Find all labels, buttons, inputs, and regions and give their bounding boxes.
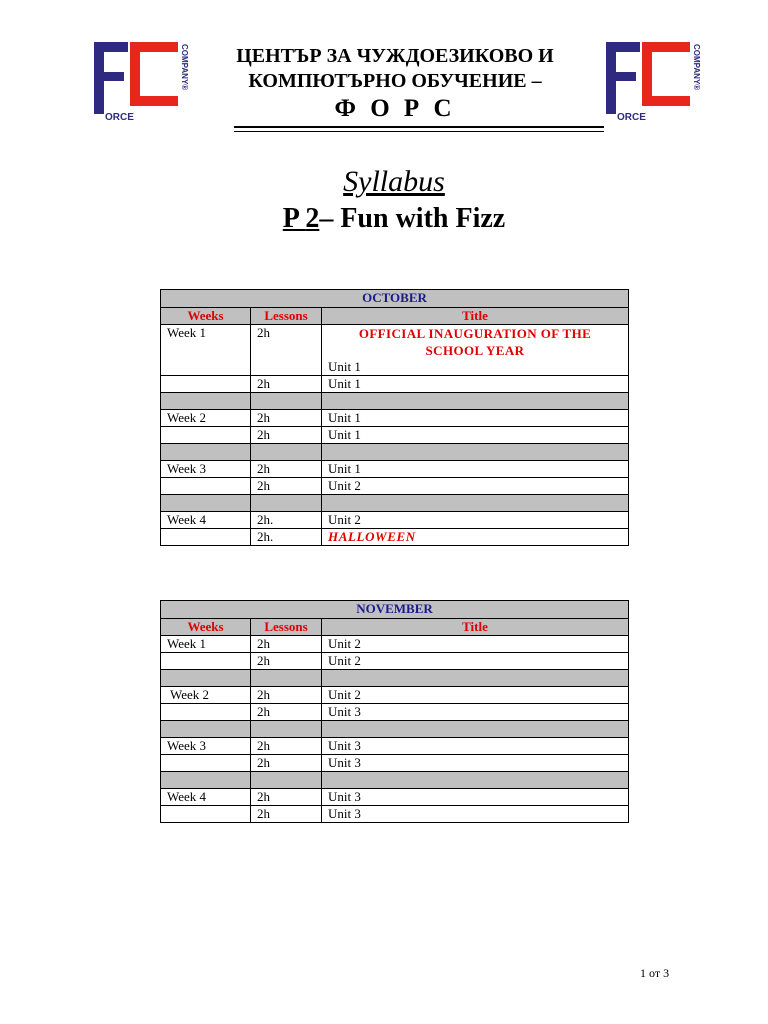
week-cell: Week 4 [161, 789, 251, 806]
week-cell: Week 4 [161, 512, 251, 529]
lessons-cell: 2h [251, 376, 322, 393]
lessons-cell: 2h. [251, 512, 322, 529]
title-block [0, 164, 768, 238]
table-row [161, 738, 629, 755]
syllabus-title: Syllabus [343, 165, 445, 198]
table-row [161, 376, 629, 393]
title-cell: Unit 1 [322, 410, 629, 427]
lessons-cell: 2h [251, 461, 322, 478]
title-cell: Unit 3 [322, 704, 629, 721]
week-cell: Week 3 [161, 738, 251, 755]
lessons-cell: 2h [251, 789, 322, 806]
title-cell: Unit 2 [322, 478, 629, 495]
title-cell: Unit 1 [322, 376, 629, 393]
center-name [190, 44, 600, 124]
lessons-cell: 2h [251, 410, 322, 427]
week-cell [161, 376, 251, 393]
week-cell [161, 704, 251, 721]
table-row [161, 325, 629, 376]
lessons-cell: 2h [251, 755, 322, 772]
week-cell: Week 1 [161, 325, 251, 376]
table-row [161, 806, 629, 823]
lessons-cell: 2h [251, 738, 322, 755]
title-cell [322, 529, 629, 546]
lessons-cell: 2h [251, 636, 322, 653]
separator-row [161, 772, 629, 789]
header-line-3: Ф О Р С [334, 95, 456, 122]
col-title: Title [322, 619, 629, 636]
title-cell: Unit 3 [322, 789, 629, 806]
header-line-1: ЦЕНТЪР ЗА ЧУЖДОЕЗИКОВО И [236, 45, 554, 67]
lessons-cell: 2h [251, 806, 322, 823]
lessons-cell: 2h [251, 325, 322, 376]
logo-company-text: COMPANY® [180, 44, 189, 91]
title-cell [322, 325, 629, 376]
force-logo-icon [602, 40, 702, 122]
week-cell: Week 2 [161, 687, 251, 704]
table-row [161, 529, 629, 546]
lessons-cell: 2h [251, 653, 322, 670]
table-row [161, 789, 629, 806]
title-cell: Unit 3 [322, 806, 629, 823]
week-cell [161, 529, 251, 546]
inauguration-text: OFFICIAL INAUGURATION OF THE SCHOOL YEAR [358, 326, 592, 358]
table-row [161, 704, 629, 721]
table-row [161, 410, 629, 427]
course-prefix: P [282, 203, 306, 234]
course-level: 2 [305, 203, 320, 234]
force-logo-icon [90, 40, 190, 122]
col-lessons: Lessons [251, 308, 322, 325]
logo-orce-text: ORCE [105, 112, 134, 122]
table-row [161, 478, 629, 495]
header-rule-thick [234, 126, 604, 128]
logo-orce-text: ORCE [617, 112, 646, 122]
course-name: – Fun with Fizz [319, 203, 506, 234]
lessons-cell: 2h [251, 687, 322, 704]
table-row [161, 512, 629, 529]
table-row [161, 461, 629, 478]
week-cell [161, 806, 251, 823]
november-schedule-table [160, 600, 629, 823]
separator-row [161, 444, 629, 461]
month-header: NOVEMBER [161, 601, 629, 619]
col-weeks: Weeks [161, 308, 251, 325]
table-row [161, 755, 629, 772]
table-row [161, 687, 629, 704]
force-logo-left [90, 40, 190, 122]
header-rule-thin [234, 131, 604, 132]
title-cell: Unit 2 [322, 512, 629, 529]
lessons-cell: 2h [251, 704, 322, 721]
course-title [0, 200, 768, 238]
separator-row [161, 495, 629, 512]
col-weeks: Weeks [161, 619, 251, 636]
separator-row [161, 670, 629, 687]
october-schedule-table [160, 289, 629, 546]
table-row [161, 636, 629, 653]
lessons-cell: 2h [251, 427, 322, 444]
title-cell: Unit 2 [322, 653, 629, 670]
month-header: OCTOBER [161, 290, 629, 308]
title-cell: Unit 3 [322, 755, 629, 772]
week-cell [161, 653, 251, 670]
table-row [161, 427, 629, 444]
separator-row [161, 721, 629, 738]
title-cell: Unit 2 [322, 687, 629, 704]
week-cell [161, 478, 251, 495]
title-cell: Unit 1 [322, 461, 629, 478]
header-line-2: КОМПЮТЪРНО ОБУЧЕНИЕ – [248, 70, 542, 92]
separator-row [161, 393, 629, 410]
week-cell: Week 3 [161, 461, 251, 478]
week-cell [161, 427, 251, 444]
week-cell: Week 1 [161, 636, 251, 653]
page-number: 1 от 3 [640, 966, 670, 980]
lessons-cell: 2h. [251, 529, 322, 546]
halloween-text: HALLOWEEN [328, 529, 416, 544]
force-logo-right [602, 40, 702, 122]
table-row [161, 653, 629, 670]
col-lessons: Lessons [251, 619, 322, 636]
lessons-cell: 2h [251, 478, 322, 495]
logo-company-text: COMPANY® [692, 44, 701, 91]
title-cell: Unit 1 [322, 427, 629, 444]
week-cell: Week 2 [161, 410, 251, 427]
title-cell: Unit 3 [322, 738, 629, 755]
title-cell: Unit 2 [322, 636, 629, 653]
week-cell [161, 755, 251, 772]
unit-text: Unit 1 [328, 359, 361, 374]
col-title: Title [322, 308, 629, 325]
